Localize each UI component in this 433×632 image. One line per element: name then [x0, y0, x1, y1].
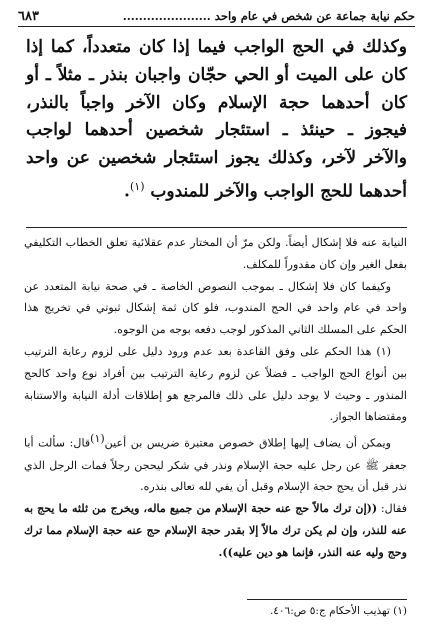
running-header — [18, 6, 415, 27]
main-footnote-ref[interactable]: (١) — [129, 179, 145, 193]
note-paragraph-2: وكيفما كان فلا إشكال ـ بموجب النصوص الخاصة ـ في صحة نيابة المتعدد عن واحد في عام واحد في الحج المندوب، فلو كان ثمة إشكال ثبوتي في تخريج هذا الحكم على المسلك الثاني المذكور لوجب دفعه بوجه من الوجوه. — [24, 279, 407, 337]
note-paragraph-3: (١) هذا الحكم على وفق القاعدة بعد عدم ورود دليل على لزوم رعاية الترتيب بين أنواع الحج الواجب ـ فضلاً عن لزوم رعاية الترتيب بين أفراد نوع واحد كالحج المنذور ـ وحيث لا يوجد دليل على ذلك فالمرجع هو إطلاقات أدلة النيابة والاستنابة ومقتضاها الجواز. — [24, 344, 407, 424]
main-paragraph — [26, 34, 407, 206]
footnote: (١) تهذيب الأحكام ج:٥ ص:٤٠٦. — [269, 605, 407, 617]
main-separator-rule — [26, 227, 407, 228]
note-paragraph-5 — [24, 498, 407, 563]
note-paragraph-4-post: قال: سألت أبا جعفر ﷺ عن رجل عليه حجة الإسلام ونذر في شكر ليحجن رجلاً فمات الرجل الذي نذر قبل أن يحج حجة الإسلام وقبل أن يفي لله تعالى بنذره. — [24, 436, 407, 494]
header-title: حكم نيابة جماعة عن شخص في عام واحد ...................... — [122, 9, 415, 23]
note-paragraph-4 — [24, 428, 407, 498]
main-end-mark: . — [124, 181, 130, 202]
footnote-separator-rule — [247, 599, 407, 600]
note-footnote-ref[interactable]: (١) — [90, 432, 105, 446]
page-number: ٦٨٣ — [18, 8, 39, 24]
main-paragraph-text: وكذلك في الحج الواجب فيما إذا كان متعدداً، كما إذا كان على الميت أو الحي حجّان واجبان بنذر ـ مثلاً ـ أو كان أحدهما حجة الإسلام وكان الآخر واجباً بالنذر، فيجوز ـ حينئذ ـ استئجار شخصين أحدهما لواجب والآخر لآخر، وكذلك يجوز استئجار شخصين عن واحد أحدهما للحج الواجب والآخر للمندوب — [26, 37, 407, 202]
note-paragraph-4-pre: ويمكن أن يضاف إليها إطلاق خصوص معتبرة ضريس بن أعين — [104, 436, 391, 450]
main-text — [26, 34, 407, 206]
commentary-notes — [24, 232, 407, 564]
note-paragraph-5-lead: فقال: — [380, 502, 408, 516]
hadith-quote: ((إن ترك مالاً حج عنه حجة الإسلام من جميع ماله، ويخرج من ثلثه ما يحج به عنه للنذر، وإن لم يكن ترك مالاً إلا بقدر حجة الإسلام حج عنه حجة الإسلام مما ترك وحج وليه عنه النذر، فإنما هو دين عليه)). — [24, 502, 407, 559]
note-paragraph-1: النيابة عنه فلا إشكال أيضاً. ولكن مرّ أن المختار عدم عقلائية تعلق الخطاب التكليفي بفعل الغير وإن كان مقدوراً للمكلف. — [24, 236, 407, 271]
